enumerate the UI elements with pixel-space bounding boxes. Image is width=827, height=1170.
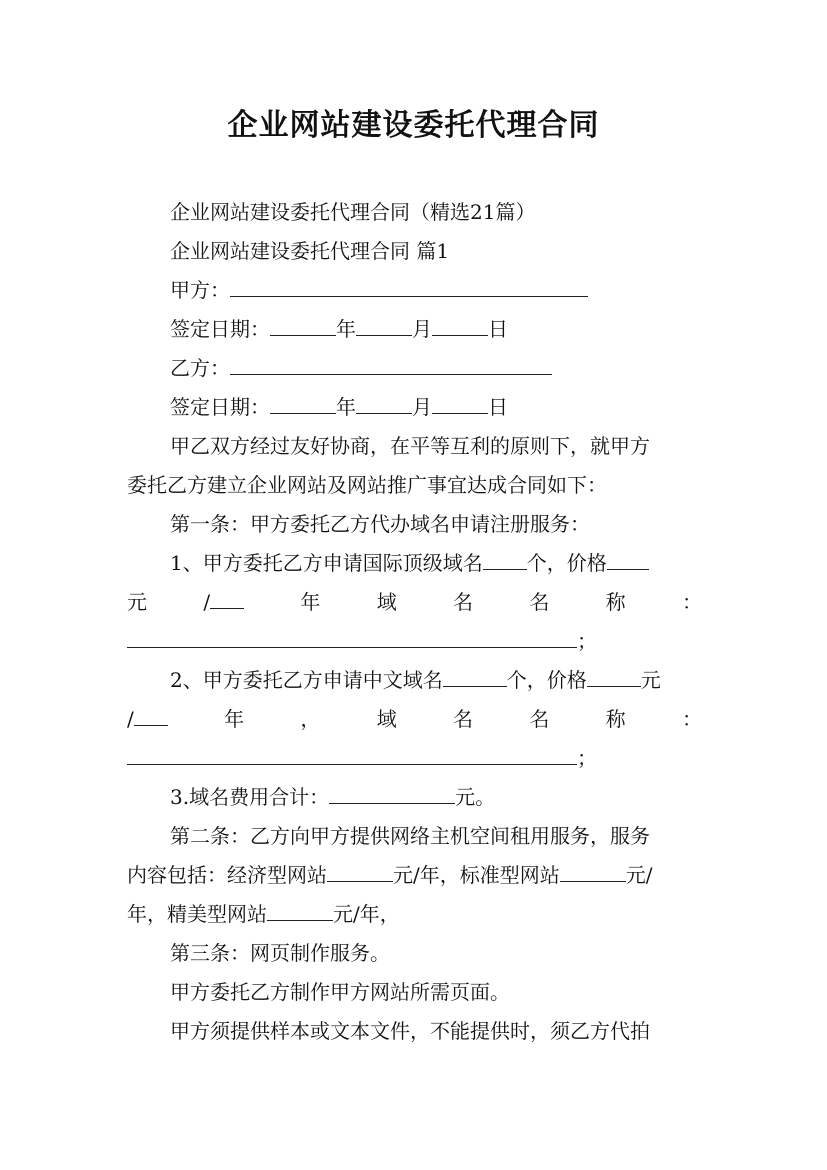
year-label: 年 xyxy=(336,317,356,341)
label-char: 名 xyxy=(529,707,550,731)
economy-price-blank[interactable] xyxy=(327,861,393,882)
item-1-line xyxy=(170,549,702,577)
count-blank[interactable] xyxy=(483,549,527,570)
document-title: 企业网站建设委托代理合同 xyxy=(227,108,600,143)
yuan-label: 元。 xyxy=(455,785,496,809)
paragraph-line: 甲乙双方经过友好协商，在平等互利的原则下，就甲方 xyxy=(170,434,650,458)
label-char: 名 xyxy=(529,590,550,614)
total-blank[interactable] xyxy=(329,783,455,804)
item-1-continuation xyxy=(127,588,702,616)
sign-date-label: 签定日期： xyxy=(170,395,270,419)
rate-label: 元/ xyxy=(625,863,653,887)
item-3-line xyxy=(170,783,702,811)
paragraph-line: 甲方须提供样本或文本文件，不能提供时，须乙方代拍 xyxy=(170,1019,650,1043)
economy-site-label: 内容包括：经济型网站 xyxy=(127,863,327,887)
subtitle-line: 企业网站建设委托代理合同（精选21篇） xyxy=(170,200,536,224)
sign-date-label: 签定日期： xyxy=(170,317,270,341)
per-unit: / xyxy=(203,588,244,616)
month-label: 月 xyxy=(412,317,432,341)
day-label: 日 xyxy=(488,317,508,341)
party-a-label: 甲方： xyxy=(170,278,230,302)
label-char: ： xyxy=(681,707,702,731)
comma: ， xyxy=(300,707,321,731)
item-2-text: 2、甲方委托乙方申请中文域名 xyxy=(170,668,443,692)
domain-name-blank-line xyxy=(127,744,702,772)
item-1-text: 1、甲方委托乙方申请国际顶级域名 xyxy=(170,551,483,575)
paragraph-line: 甲方委托乙方制作甲方网站所需页面。 xyxy=(170,980,510,1004)
unit-label: 个 xyxy=(526,551,547,575)
year-blank[interactable] xyxy=(270,315,336,336)
year-blank[interactable] xyxy=(270,393,336,414)
party-b-blank[interactable] xyxy=(230,354,552,375)
unit-label: 个 xyxy=(506,668,527,692)
semicolon: ； xyxy=(577,746,597,770)
item-3-text: 3.域名费用合计： xyxy=(170,785,330,809)
year-label: 年 xyxy=(224,707,245,731)
label-char: 域 xyxy=(376,707,397,731)
premium-price-blank[interactable] xyxy=(267,900,333,921)
day-blank[interactable] xyxy=(432,393,488,414)
article-one-heading: 第一条：甲方委托乙方代办域名申请注册服务： xyxy=(170,512,590,536)
year-label: 年 xyxy=(300,590,321,614)
label-char: 名 xyxy=(453,707,473,731)
month-blank[interactable] xyxy=(356,393,412,414)
item-2-line xyxy=(170,666,702,694)
per-blank[interactable] xyxy=(210,588,244,609)
party-a-line xyxy=(170,276,702,304)
party-b-label: 乙方： xyxy=(170,356,230,380)
price-blank[interactable] xyxy=(587,666,641,687)
item-2-continuation xyxy=(127,705,702,733)
year-label: 年 xyxy=(336,395,356,419)
day-label: 日 xyxy=(488,395,508,419)
sign-date-line-a xyxy=(170,315,702,343)
rate-label: 元/年， xyxy=(393,863,460,887)
section-heading: 企业网站建设委托代理合同 篇1 xyxy=(170,239,450,263)
day-blank[interactable] xyxy=(432,315,488,336)
domain-name-blank[interactable] xyxy=(127,744,577,765)
yuan-label: 元 xyxy=(127,590,147,614)
label-char: ： xyxy=(681,590,702,614)
domain-name-blank[interactable] xyxy=(127,627,577,648)
label-char: 称 xyxy=(605,590,626,614)
rate-label: 元/年， xyxy=(333,902,400,926)
price-label: ，价格 xyxy=(546,551,607,575)
semicolon: ； xyxy=(577,629,597,653)
price-label: ，价格 xyxy=(526,668,587,692)
price-blank[interactable] xyxy=(607,549,649,570)
article-two-continuation xyxy=(127,861,702,889)
label-char: 域 xyxy=(376,590,397,614)
label-char: 名 xyxy=(453,590,473,614)
count-blank[interactable] xyxy=(443,666,507,687)
month-label: 月 xyxy=(412,395,432,419)
paragraph-line: 委托乙方建立企业网站及网站推广事宜达成合同如下： xyxy=(127,473,607,497)
domain-name-blank-line xyxy=(127,627,702,655)
sign-date-line-b xyxy=(170,393,702,421)
standard-price-blank[interactable] xyxy=(560,861,626,882)
month-blank[interactable] xyxy=(356,315,412,336)
article-two-continuation xyxy=(127,900,702,928)
per-unit: / xyxy=(127,705,168,733)
yuan-label: 元 xyxy=(640,668,661,692)
party-a-blank[interactable] xyxy=(230,276,588,297)
premium-site-label: 年，精美型网站 xyxy=(127,902,267,926)
article-two-line: 第二条：乙方向甲方提供网络主机空间租用服务，服务 xyxy=(170,824,650,848)
label-char: 称 xyxy=(605,707,626,731)
per-blank[interactable] xyxy=(134,705,168,726)
party-b-line xyxy=(170,354,702,382)
article-three-heading: 第三条：网页制作服务。 xyxy=(170,941,390,965)
standard-site-label: 标准型网站 xyxy=(459,863,560,887)
